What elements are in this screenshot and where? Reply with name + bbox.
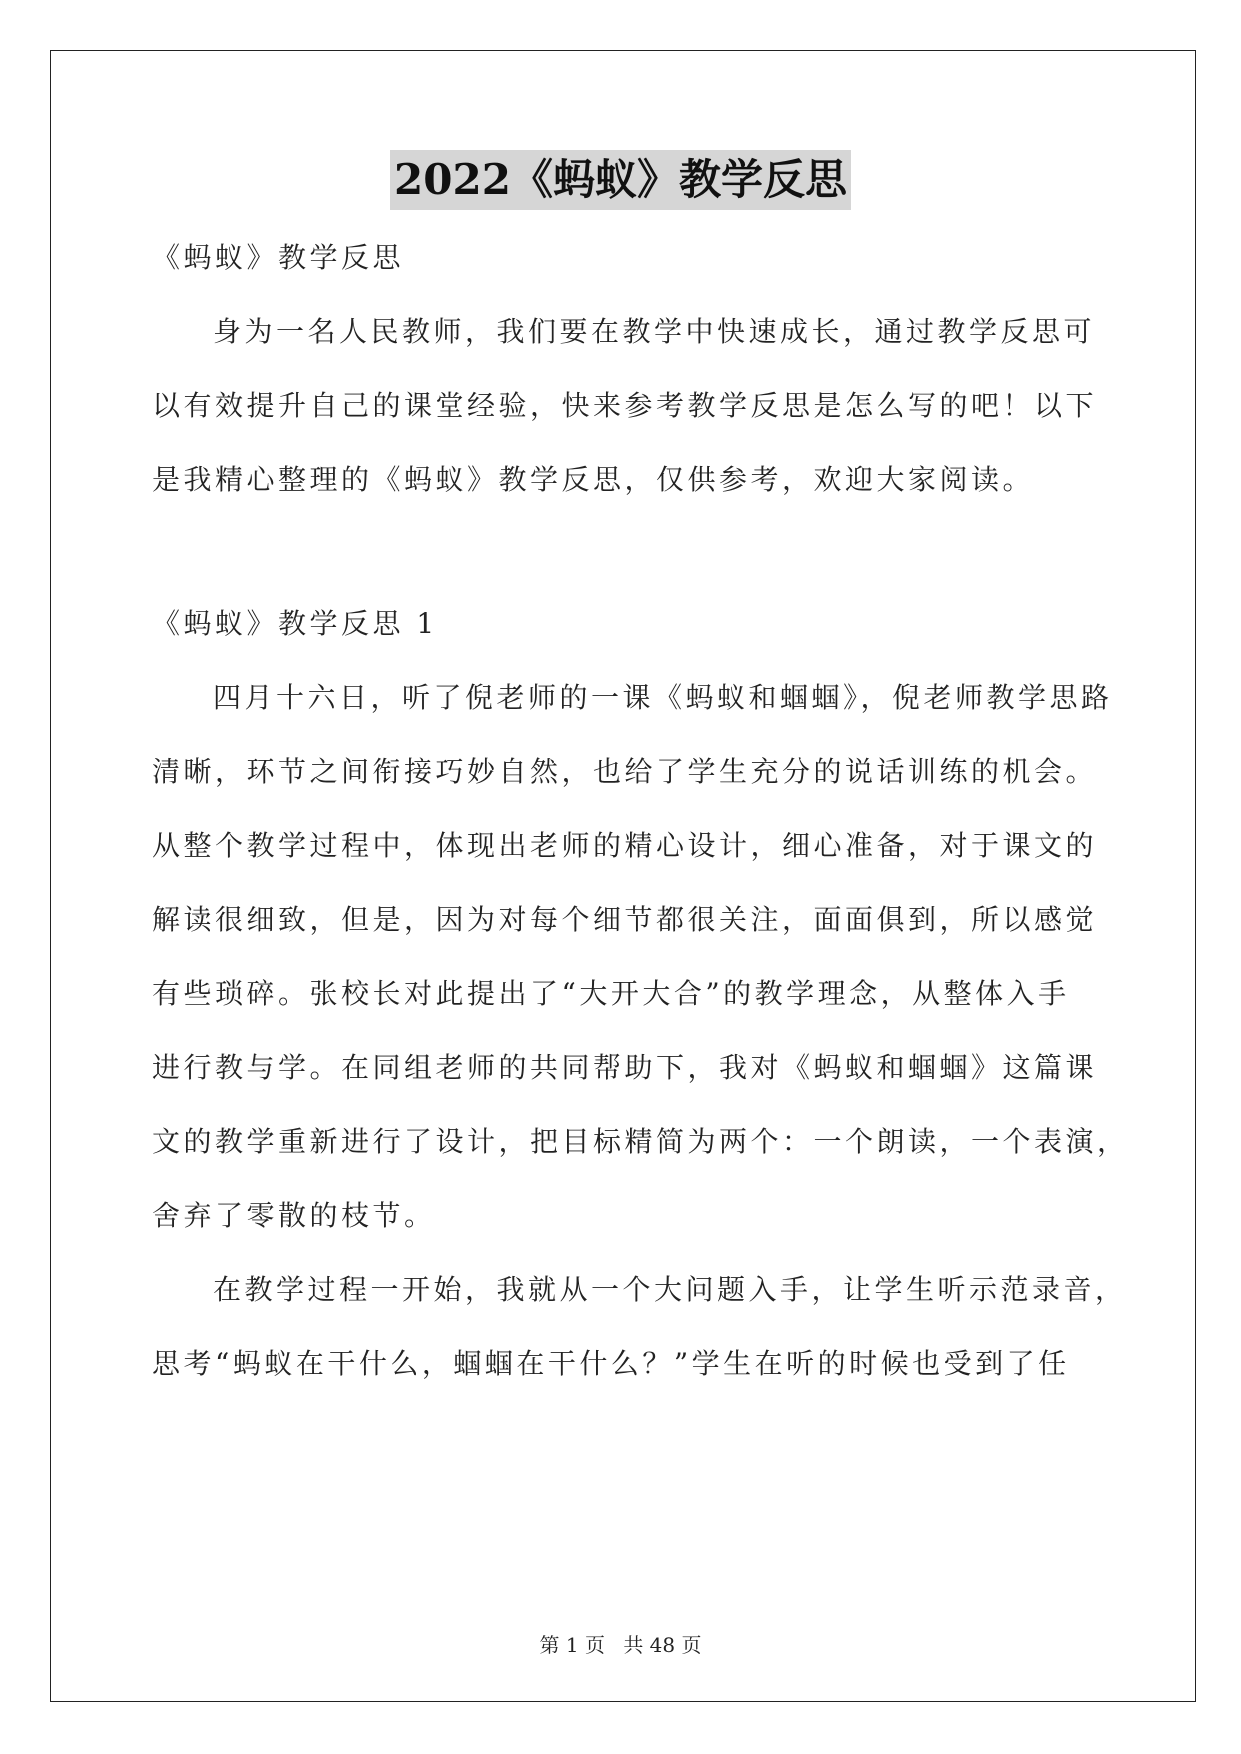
page-footer	[0, 1632, 1241, 1658]
paragraph-line: 进行教与学。在同组老师的共同帮助下，我对《蚂蚁和蝈蝈》这篇课	[152, 1051, 1098, 1084]
paragraph-line: 解读很细致，但是，因为对每个细节都很关注，面面俱到，所以感觉	[152, 903, 1098, 936]
section-heading: 《蚂蚁》教学反思 1	[152, 607, 438, 640]
title-wrapper	[0, 150, 1241, 210]
paragraph-line: 从整个教学过程中，体现出老师的精心设计，细心准备，对于课文的	[152, 829, 1098, 862]
paragraph-line: 有些琐碎。张校长对此提出了“大开大合”的教学理念，从整体入手	[152, 977, 1070, 1010]
intro-line: 身为一名人民教师，我们要在教学中快速成长，通过教学反思可	[213, 315, 1096, 348]
page-border	[50, 50, 1196, 1702]
intro-line: 以有效提升自己的课堂经验，快来参考教学反思是怎么写的吧！以下	[152, 389, 1098, 422]
total-pages: 共 48 页	[623, 1633, 702, 1657]
paragraph-line: 清晰，环节之间衔接巧妙自然，也给了学生充分的说话训练的机会。	[152, 755, 1098, 788]
page-number: 第 1 页	[539, 1633, 605, 1657]
subtitle: 《蚂蚁》教学反思	[152, 241, 405, 274]
paragraph-line: 在教学过程一开始，我就从一个大问题入手，让学生听示范录音，	[213, 1273, 1127, 1306]
paragraph-line: 四月十六日，听了倪老师的一课《蚂蚁和蝈蝈》，倪老师教学思路	[213, 681, 1113, 714]
document-title: 2022《蚂蚁》教学反思	[390, 150, 851, 210]
intro-line: 是我精心整理的《蚂蚁》教学反思，仅供参考，欢迎大家阅读。	[152, 463, 1035, 496]
paragraph-line: 文的教学重新进行了设计，把目标精简为两个：一个朗读，一个表演，	[152, 1125, 1129, 1158]
paragraph-line: 思考“蚂蚁在干什么，蝈蝈在干什么？”学生在听的时候也受到了任	[152, 1347, 1070, 1380]
paragraph-line: 舍弃了零散的枝节。	[152, 1199, 436, 1232]
